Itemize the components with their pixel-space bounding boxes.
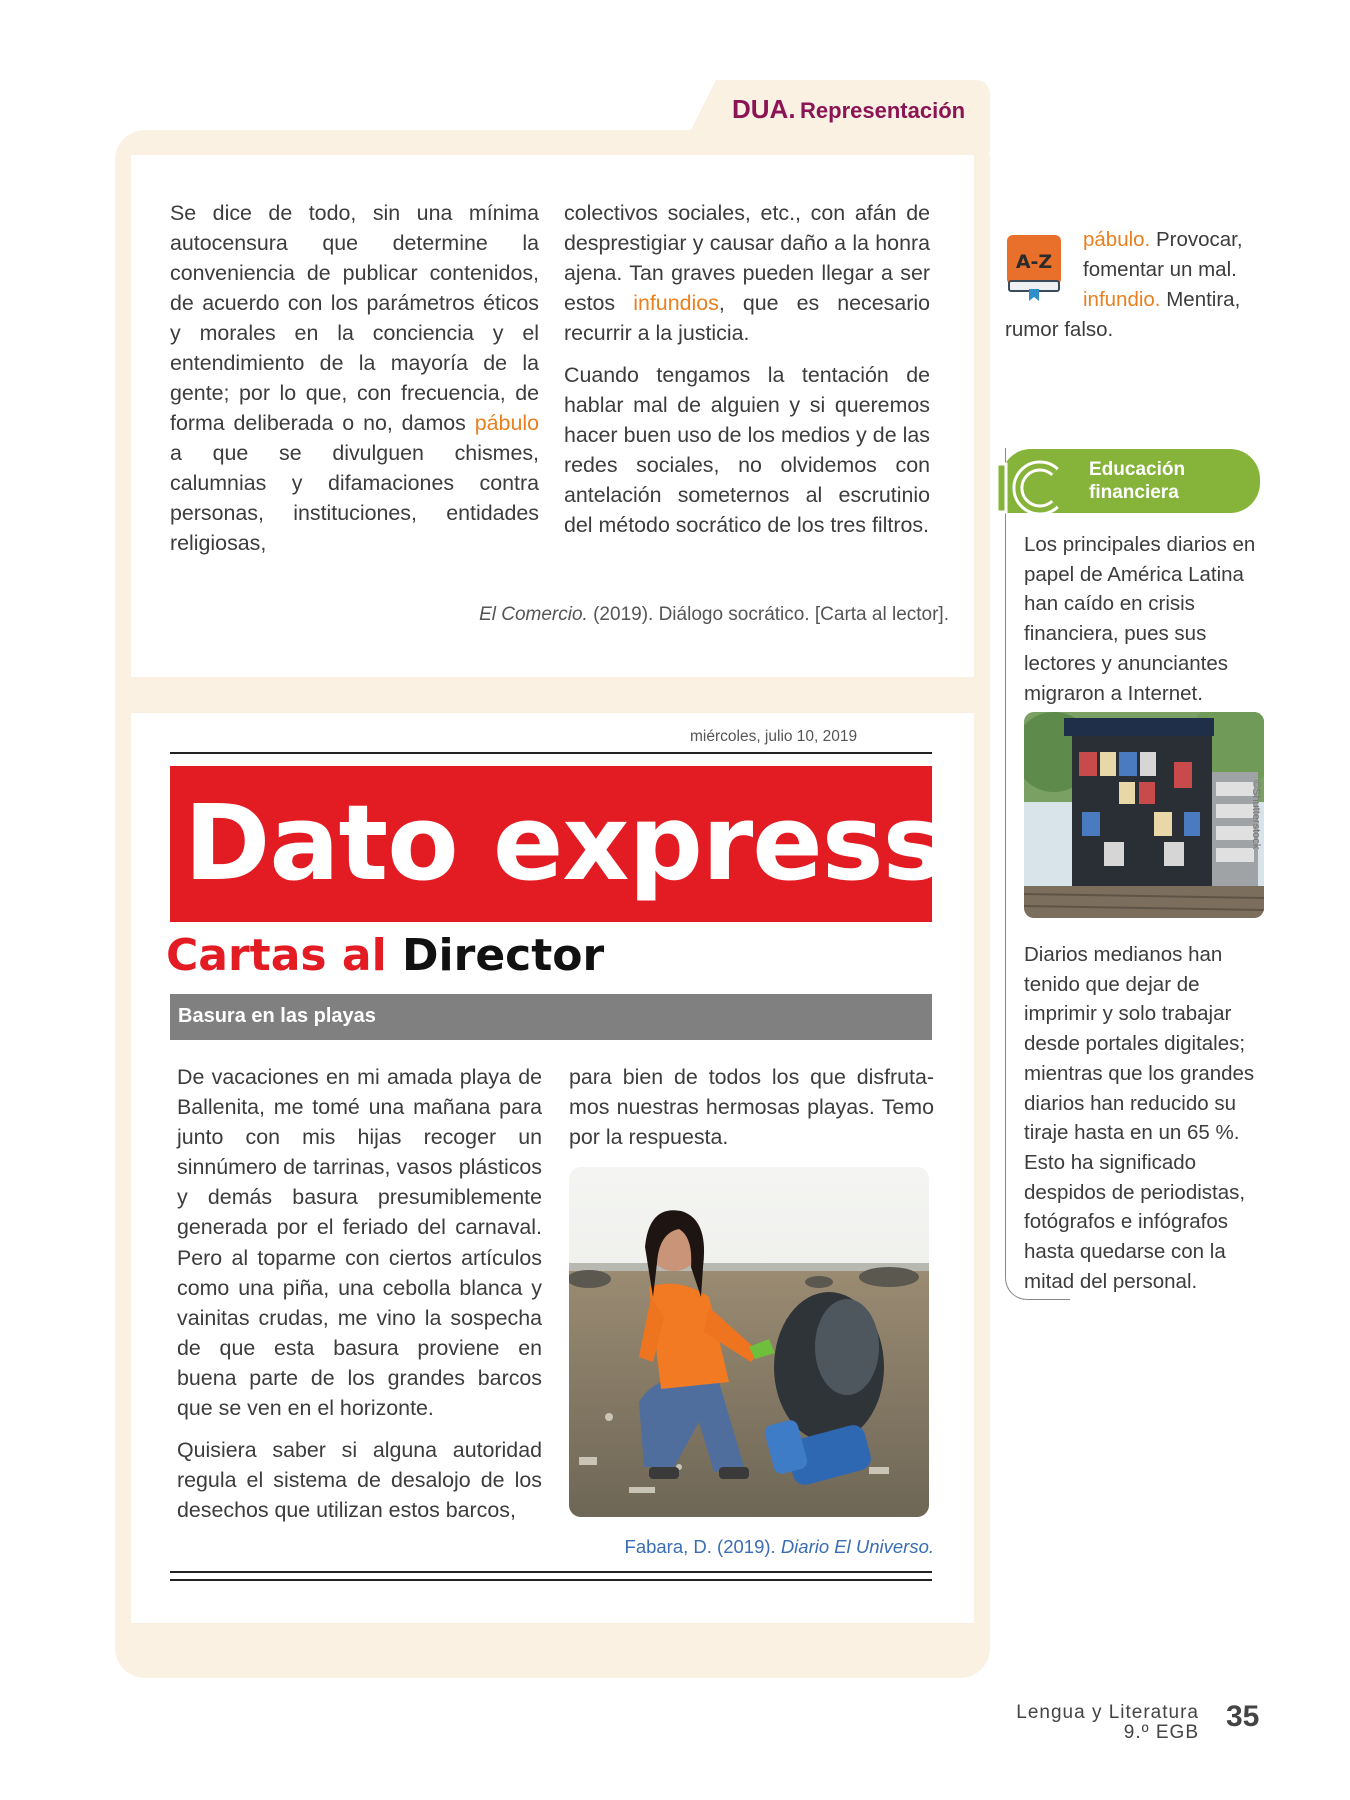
page-number: 35 bbox=[1226, 1700, 1260, 1733]
glossary-entry-infundio: infundio. Mentira, bbox=[1083, 288, 1241, 311]
letter-citation: El Comercio. (2019). Diálogo socrático. [Carta al lector]. bbox=[479, 604, 949, 625]
article-headline-bar bbox=[170, 994, 932, 1040]
infundios-highlight: infundios bbox=[633, 291, 719, 315]
svg-text:A-Z: A-Z bbox=[1015, 251, 1053, 273]
masthead-title: Dato express bbox=[184, 782, 944, 904]
dua-tab bbox=[732, 94, 965, 125]
letter-paragraph-2: Cuando tengamos la tentación de hablar mal de alguien y si queremos hacer buen uso de los medios y de las redes sociales, no olvidemos con antelación someternos al escrutinio del método socrático de los tres filtros. bbox=[564, 363, 930, 537]
divider bbox=[170, 1579, 932, 1581]
article-credit: Fabara, D. (2019). Diario El Universo. bbox=[624, 1536, 934, 1557]
footer-subject: Lengua y Literatura 9.º EGB bbox=[1016, 1702, 1199, 1743]
newspaper-date: miércoles, julio 10, 2019 bbox=[690, 728, 858, 745]
representacion-label: Representación bbox=[800, 98, 966, 123]
sidebar-paragraph-1: Los principales diarios en papel de América Latina han caído en crisis financiera, pues sus lectores y anunciantes migraron a Internet. bbox=[1024, 533, 1256, 705]
badge-label: Educación financiera bbox=[1089, 459, 1186, 503]
glossary: pábulo. Provocar, fomentar un mal. infundio. Mentira, rumor falso. bbox=[1005, 225, 1260, 345]
letter-column-1: Se dice de todo, sin una mínima autocensura que determine la conveniencia de publicar contenidos, de acuerdo con los parámetros éticos y morales en la conciencia y el entendimiento de la mayoría de la gente; por lo que, con frecuencia, de forma deliberada o no, damos pábulo a que se divulguen chismes, calumnias y difamaciones contra personas, instituciones, entidades religiosas, bbox=[170, 201, 539, 555]
glossary-entry-pabulo: pábulo. Provocar, bbox=[1083, 228, 1243, 251]
dua-label: DUA. bbox=[732, 94, 796, 124]
beach-cleanup-photo bbox=[569, 1167, 929, 1517]
article-column-1: De vacaciones en mi amada playa de Ballenita, me tomé una mañana para junto con mis hijas recoger un sinnúmero de tarrinas, vasos plásticos y demás basura presumiblemente generada por el feriado del carnaval. Pero al toparme con ciertos artículos como una piña, una cebolla blanca y vainitas crudas, me vino la sospecha de que esta basura proviene en buena parte de los grandes barcos que se ven en el horizonte. Quisiera saber si alguna autoridad regula el sistema de desalojo de los desechos que utilizan estos barcos, bbox=[177, 1065, 542, 1523]
sidebar-paragraph-2: Diarios medianos han tenido que dejar de imprimir y solo trabajar desde portales digitales; mientras que los grandes diarios han reducido su tiraje hasta en un 65 %. Esto ha significado despidos de periodistas, fotógrafos e infógrafos hasta quedarse con la mitad del personal. bbox=[1024, 943, 1255, 1293]
newsstand-photo bbox=[1024, 712, 1264, 918]
pabulo-highlight: pábulo bbox=[474, 411, 539, 435]
masthead bbox=[170, 766, 944, 922]
photo-credit: ©Shutterstock bbox=[1250, 780, 1262, 850]
divider bbox=[170, 752, 932, 754]
letter-column-2: colectivos sociales, etc., con afán de desprestigiar y causar daño a la honra ajena. Tan graves pueden llegar a ser estos infundios, que es necesario recurrir a la justicia. Cuando tengamos la tentación de hablar mal de alguien y si queremos hacer buen uso de los medios y de las redes sociales, no olvidemos con antelación someternos al escrutinio del método socrático de los tres filtros. bbox=[564, 198, 930, 552]
article-headline: Basura en las playas bbox=[178, 1005, 376, 1027]
divider bbox=[170, 1571, 932, 1573]
article-column-2: para bien de todos los que disfruta-mos nuestras hermosas playas. Temo por la respuesta. bbox=[569, 1065, 934, 1150]
ic-logo-icon bbox=[985, 458, 1065, 518]
section-title: Cartas al Director bbox=[166, 930, 605, 981]
